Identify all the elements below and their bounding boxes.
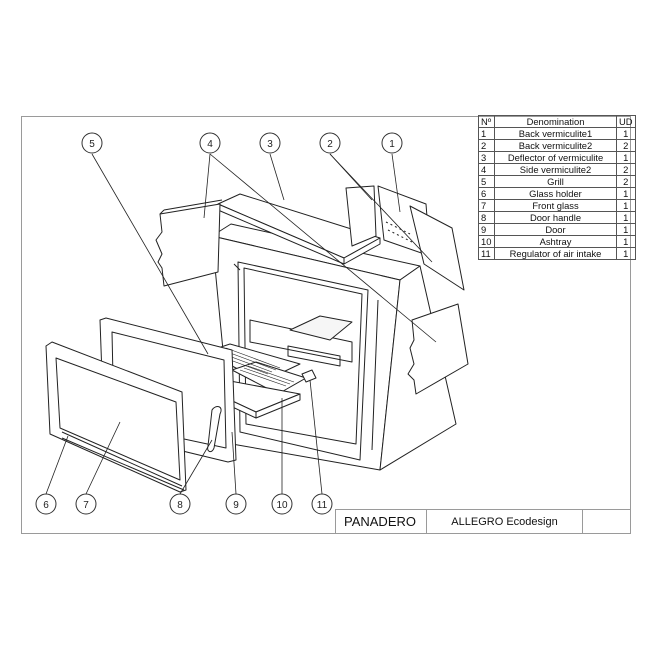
row-number: 2 [479, 140, 495, 152]
callout-11: 11 [316, 500, 328, 511]
row-denomination: Regulator of air intake [495, 248, 617, 260]
row-quantity: 1 [617, 200, 636, 212]
row-quantity: 2 [617, 140, 636, 152]
callout-10: 10 [276, 500, 288, 511]
row-quantity: 1 [617, 188, 636, 200]
row-denomination: Glass holder [495, 188, 617, 200]
header-number: Nº [479, 116, 495, 128]
callout-2: 2 [327, 139, 333, 150]
row-number: 9 [479, 224, 495, 236]
table-row [479, 164, 636, 176]
table-row [479, 152, 636, 164]
row-number: 4 [479, 164, 495, 176]
table-row [479, 212, 636, 224]
callout-9: 9 [233, 500, 239, 511]
callout-5: 5 [89, 139, 95, 150]
header-denomination: Denomination [495, 116, 617, 128]
callout-6: 6 [43, 500, 49, 511]
brand-name: PANADERO [336, 510, 427, 534]
row-denomination: Deflector of vermiculite [495, 152, 617, 164]
row-denomination: Back vermiculite1 [495, 128, 617, 140]
row-number: 10 [479, 236, 495, 248]
table-row [479, 224, 636, 236]
row-number: 6 [479, 188, 495, 200]
table-row [479, 140, 636, 152]
side-vermiculite-left [156, 200, 222, 286]
table-row [479, 236, 636, 248]
parts-table-header [479, 116, 636, 128]
row-quantity: 1 [617, 248, 636, 260]
row-number: 11 [479, 248, 495, 260]
callout-4: 4 [207, 139, 213, 150]
table-row [479, 176, 636, 188]
row-number: 1 [479, 128, 495, 140]
table-row [479, 188, 636, 200]
table-row [479, 200, 636, 212]
row-quantity: 1 [617, 152, 636, 164]
row-denomination: Ashtray [495, 236, 617, 248]
row-denomination: Door [495, 224, 617, 236]
row-number: 3 [479, 152, 495, 164]
title-block [335, 509, 631, 534]
row-quantity: 2 [617, 164, 636, 176]
parts-table-body [479, 128, 636, 260]
row-quantity: 1 [617, 236, 636, 248]
model-name: ALLEGRO Ecodesign [427, 510, 583, 534]
row-denomination: Grill [495, 176, 617, 188]
callout-1: 1 [389, 139, 395, 150]
callout-7: 7 [83, 500, 89, 511]
row-number: 8 [479, 212, 495, 224]
callout-3: 3 [267, 139, 273, 150]
row-number: 5 [479, 176, 495, 188]
callout-8: 8 [177, 500, 183, 511]
header-quantity: UD [617, 116, 636, 128]
row-denomination: Front glass [495, 200, 617, 212]
table-row [479, 248, 636, 260]
row-quantity: 2 [617, 176, 636, 188]
row-quantity: 1 [617, 212, 636, 224]
table-row [479, 128, 636, 140]
row-denomination: Door handle [495, 212, 617, 224]
parts-table [478, 115, 636, 260]
row-quantity: 1 [617, 224, 636, 236]
row-number: 7 [479, 200, 495, 212]
row-quantity: 1 [617, 128, 636, 140]
title-block-blank-cell [583, 510, 632, 534]
row-denomination: Side vermiculite2 [495, 164, 617, 176]
row-denomination: Back vermiculite2 [495, 140, 617, 152]
